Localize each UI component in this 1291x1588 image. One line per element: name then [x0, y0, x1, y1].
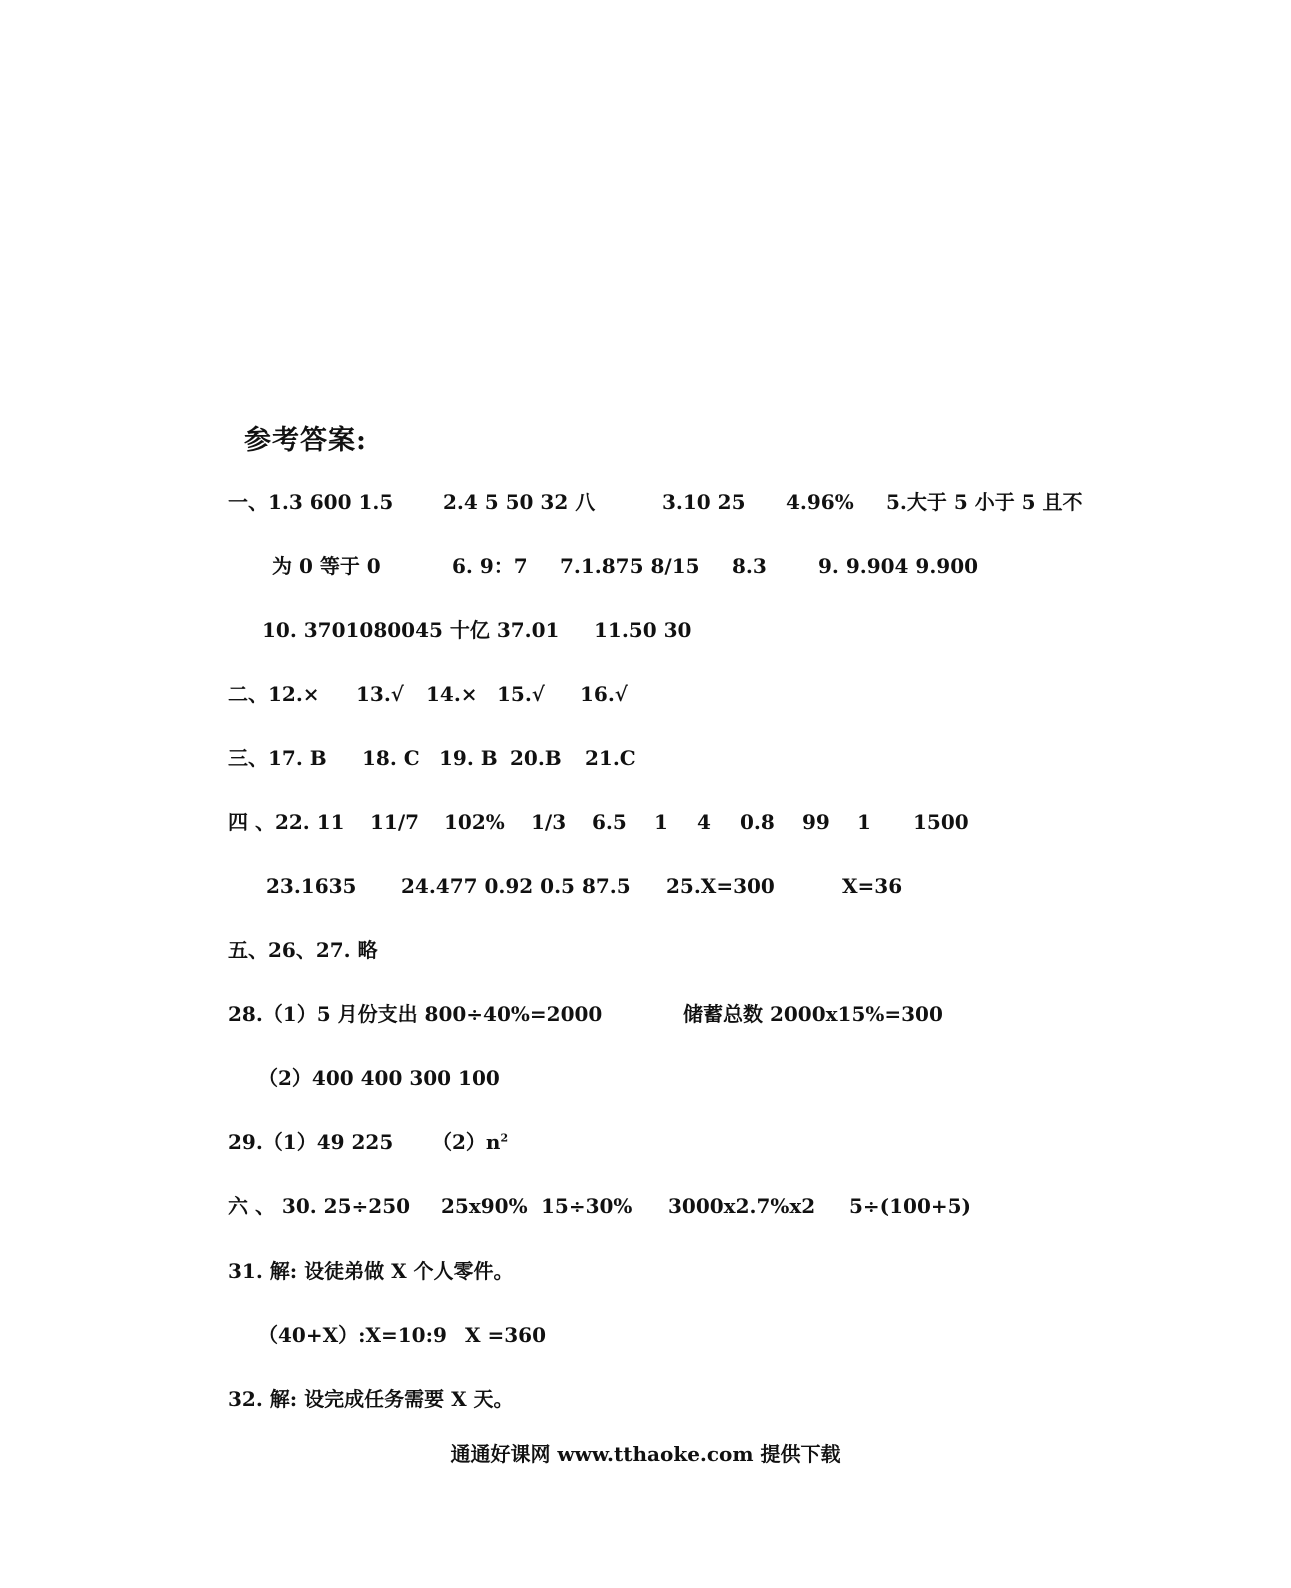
- answer-7-4: X=36: [842, 874, 903, 898]
- answer-6-11: 1500: [913, 810, 969, 834]
- answer-1-5: 5.大于 5 小于 5 且不: [886, 490, 1083, 514]
- answer-2-5: 9. 9.904 9.900: [818, 554, 979, 578]
- answer-5-2: 18. C: [362, 746, 420, 770]
- answer-14-1: （40+X）:X=10:9: [258, 1323, 447, 1347]
- answer-6-10: 1: [857, 810, 871, 834]
- answer-12-3: 15÷30%: [541, 1194, 633, 1218]
- answer-6-2: 11/7: [370, 810, 420, 834]
- answer-12-2: 25x90%: [441, 1194, 528, 1218]
- answer-4-4: 15.√: [497, 682, 545, 706]
- answer-5-1: 三、17. B: [228, 746, 327, 770]
- answer-6-5: 6.5: [592, 810, 627, 834]
- answer-9-1: 28.（1）5 月份支出 800÷40%=2000: [228, 1002, 603, 1026]
- answer-11-1: 29.（1）49 225: [228, 1130, 394, 1154]
- answer-11-2-base: （2）n: [432, 1130, 501, 1154]
- answer-6-3: 102%: [444, 810, 505, 834]
- answer-3-2: 11.50 30: [594, 618, 692, 642]
- answer-15-1: 32. 解: 设完成任务需要 X 天。: [228, 1387, 514, 1411]
- answer-7-2: 24.477 0.92 0.5 87.5: [401, 874, 631, 898]
- answer-9-2: 储蓄总数 2000x15%=300: [683, 1002, 943, 1026]
- answer-14-2: X =360: [465, 1323, 546, 1347]
- answer-6-4: 1/3: [531, 810, 567, 834]
- footer-download-note: 通通好课网 www.tthaoke.com 提供下载: [450, 1442, 841, 1466]
- answer-2-2: 6. 9：7: [452, 554, 528, 578]
- answer-2-1: 为 0 等于 0: [272, 554, 381, 578]
- answer-13-1: 31. 解: 设徒弟做 X 个人零件。: [228, 1259, 514, 1283]
- answer-1-1: 一、1.3 600 1.5: [228, 490, 394, 514]
- answer-2-4: 8.3: [732, 554, 767, 578]
- page-title: 参考答案:: [244, 425, 367, 456]
- answer-8-1: 五、26、27. 略: [228, 938, 378, 962]
- answer-12-4: 3000x2.7%x2: [668, 1194, 816, 1218]
- answer-4-3: 14.×: [426, 682, 478, 706]
- answer-11-2: [432, 1129, 508, 1155]
- answer-4-5: 16.√: [580, 682, 628, 706]
- answer-10-1: （2）400 400 300 100: [258, 1066, 500, 1090]
- answer-5-3: 19. B: [439, 746, 498, 770]
- answer-6-9: 99: [802, 810, 830, 834]
- answer-6-7: 4: [697, 810, 711, 834]
- answer-12-1: 六 、 30. 25÷250: [228, 1194, 411, 1218]
- answer-5-4: 20.B: [510, 746, 562, 770]
- answer-5-5: 21.C: [585, 746, 636, 770]
- answer-6-8: 0.8: [740, 810, 775, 834]
- answer-7-1: 23.1635: [266, 874, 357, 898]
- answer-1-4: 4.96%: [786, 490, 854, 514]
- answer-7-3: 25.X=300: [666, 874, 775, 898]
- answer-6-1: 四 、22. 11: [228, 810, 345, 834]
- answer-1-3: 3.10 25: [662, 490, 746, 514]
- answer-3-1: 10. 3701080045 十亿 37.01: [262, 618, 560, 642]
- answer-12-5: 5÷(100+5): [849, 1194, 972, 1218]
- answer-4-2: 13.√: [356, 682, 404, 706]
- answer-1-2: 2.4 5 50 32 八: [443, 490, 596, 514]
- exponent-superscript: 2: [500, 1131, 509, 1145]
- answer-6-6: 1: [654, 810, 668, 834]
- answer-2-3: 7.1.875 8/15: [560, 554, 700, 578]
- answer-4-1: 二、12.×: [228, 682, 320, 706]
